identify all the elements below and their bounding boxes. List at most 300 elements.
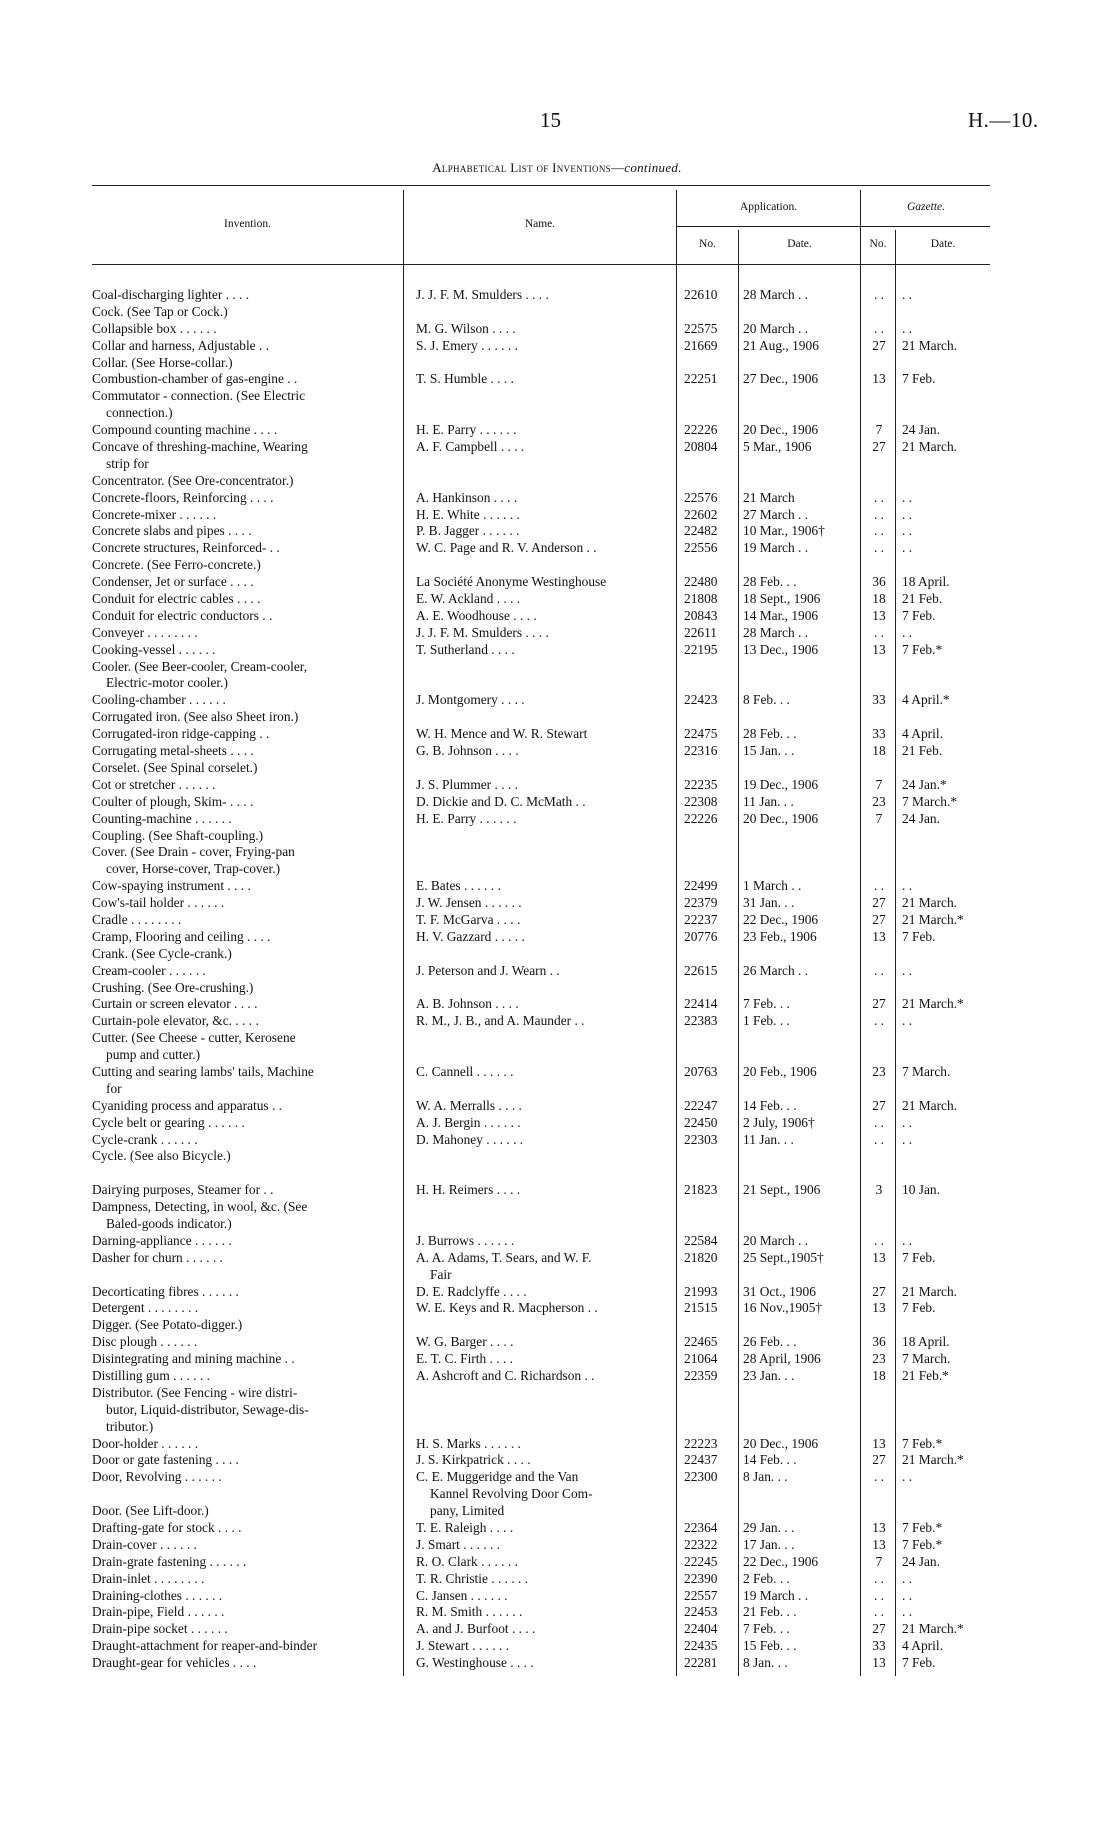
invention-cell: Electric-motor cooler.) xyxy=(106,675,228,691)
gazette-number-cell: 27 xyxy=(872,337,886,353)
application-date-cell: 28 Feb. . . xyxy=(743,574,797,590)
page-number: 15 xyxy=(540,108,561,132)
gazette-date-cell: 18 April. xyxy=(902,574,950,590)
application-number-cell: 22237 xyxy=(684,911,718,927)
gazette-date-cell: 21 March. xyxy=(902,439,958,455)
invention-cell: Concrete slabs and pipes . . . . xyxy=(92,523,252,539)
invention-cell: Concrete structures, Reinforced- . . xyxy=(92,540,280,556)
name-cell: H. E. White . . . . . . xyxy=(416,506,520,522)
table-row xyxy=(0,1419,1114,1436)
name-cell: J. J. F. M. Smulders . . . . xyxy=(416,287,549,302)
gazette-number-cell: 7 xyxy=(875,1553,883,1569)
invention-cell: Drain-cover . . . . . . xyxy=(92,1536,197,1552)
name-cell: A. E. Woodhouse . . . . xyxy=(416,607,537,623)
application-number-cell: 22379 xyxy=(684,895,718,911)
application-number-cell: 21808 xyxy=(684,591,718,607)
gazette-date-cell: . . xyxy=(902,506,913,522)
gazette-number-cell: . . xyxy=(873,320,885,336)
name-cell: D. E. Radclyffe . . . . xyxy=(416,1283,527,1299)
name-cell: W. C. Page and R. V. Anderson . . xyxy=(416,540,597,556)
invention-cell: strip for xyxy=(106,455,149,471)
invention-cell: Disc plough . . . . . . xyxy=(92,1334,198,1350)
invention-cell: Drain-inlet . . . . . . . . xyxy=(92,1570,205,1586)
gazette-date-cell: . . xyxy=(902,523,913,539)
application-date-cell: 28 April, 1906 xyxy=(743,1351,821,1367)
table-row xyxy=(0,1267,1114,1284)
gazette-number-cell: 27 xyxy=(872,439,886,455)
invention-cell: Counting-machine . . . . . . xyxy=(92,810,232,826)
gazette-number-cell: . . xyxy=(873,1604,885,1620)
application-number-cell: 20843 xyxy=(684,607,718,623)
application-date-cell: 28 March . . xyxy=(743,287,809,302)
invention-cell: Cot or stretcher . . . . . . xyxy=(92,776,216,792)
gazette-number-cell: 27 xyxy=(872,1452,886,1468)
table-row xyxy=(0,895,1114,912)
name-cell: A. B. Johnson . . . . xyxy=(416,996,519,1012)
gazette-number-cell: 7 xyxy=(875,776,883,792)
application-date-cell: 15 Jan. . . xyxy=(743,743,795,759)
gazette-number-cell: 36 xyxy=(872,574,886,590)
table-row xyxy=(0,1436,1114,1453)
gazette-number-cell: 33 xyxy=(872,692,886,708)
header-app-no: No. xyxy=(699,238,716,250)
table-row xyxy=(0,405,1114,422)
application-number-cell: 22576 xyxy=(684,489,718,505)
application-number-cell: 22245 xyxy=(684,1553,718,1569)
invention-cell: butor, Liquid-distributor, Sewage-dis- xyxy=(106,1401,309,1417)
invention-cell: Distributor. (See Fencing - wire distri- xyxy=(92,1384,298,1400)
header-invention: Invention. xyxy=(224,218,271,230)
table-row xyxy=(0,1030,1114,1047)
application-number-cell: 22359 xyxy=(684,1368,718,1383)
invention-cell: Door. (See Lift-door.) xyxy=(92,1503,209,1519)
application-number-cell: 22247 xyxy=(684,1097,718,1113)
invention-cell: Drain-grate fastening . . . . . . xyxy=(92,1553,247,1569)
invention-cell: Combustion-chamber of gas-engine . . xyxy=(92,371,298,387)
gazette-number-cell: . . xyxy=(873,1114,885,1130)
table-row xyxy=(0,1554,1114,1571)
application-number-cell: 22390 xyxy=(684,1570,718,1586)
table-title xyxy=(0,160,1114,176)
name-cell: E. Bates . . . . . . xyxy=(416,878,501,894)
table-row xyxy=(0,1233,1114,1250)
application-number-cell: 22235 xyxy=(684,776,718,792)
gazette-date-cell: 24 Jan. xyxy=(902,422,940,438)
gazette-number-cell: . . xyxy=(873,506,885,522)
name-cell: J. Montgomery . . . . xyxy=(416,692,525,708)
table-row xyxy=(0,726,1114,743)
application-date-cell: 19 March . . xyxy=(743,540,809,556)
table-row xyxy=(0,1182,1114,1199)
table-row xyxy=(0,692,1114,709)
application-number-cell: 21515 xyxy=(684,1300,718,1316)
gazette-date-cell: . . xyxy=(902,878,913,894)
name-cell: T. R. Christie . . . . . . xyxy=(416,1570,529,1586)
table-row xyxy=(0,557,1114,574)
name-cell: A. and J. Burfoot . . . . xyxy=(416,1621,536,1637)
table-row xyxy=(0,1216,1114,1233)
application-date-cell: 20 Dec., 1906 xyxy=(743,810,819,826)
table-row xyxy=(0,1115,1114,1132)
name-cell: A. F. Campbell . . . . xyxy=(416,439,525,455)
name-cell: Fair xyxy=(430,1266,452,1282)
table-row xyxy=(0,287,1114,304)
name-cell: E. W. Ackland . . . . xyxy=(416,591,521,607)
gazette-date-cell: 21 Feb. xyxy=(902,591,943,607)
header-mid-rule xyxy=(676,226,990,227)
table-row xyxy=(0,338,1114,355)
application-number-cell: 22615 xyxy=(684,962,718,978)
invention-cell: Concrete-floors, Reinforcing . . . . xyxy=(92,489,274,505)
invention-cell: Cycle-crank . . . . . . xyxy=(92,1131,198,1147)
invention-cell: Coupling. (See Shaft-coupling.) xyxy=(92,827,264,843)
name-cell: H. S. Marks . . . . . . xyxy=(416,1435,521,1451)
table-row xyxy=(0,912,1114,929)
application-number-cell: 22414 xyxy=(684,996,718,1012)
name-cell: C. Jansen . . . . . . xyxy=(416,1587,508,1603)
table-row xyxy=(0,1098,1114,1115)
invention-cell: Detergent . . . . . . . . xyxy=(92,1300,199,1316)
application-date-cell: 27 Dec., 1906 xyxy=(743,371,819,387)
name-cell: W. G. Barger . . . . xyxy=(416,1334,514,1350)
invention-cell: Draining-clothes . . . . . . xyxy=(92,1587,223,1603)
name-cell: T. S. Humble . . . . xyxy=(416,371,514,387)
name-cell: J. Smart . . . . . . xyxy=(416,1536,501,1552)
application-date-cell: 18 Sept., 1906 xyxy=(743,591,821,607)
invention-cell: Drain-pipe socket . . . . . . xyxy=(92,1621,228,1637)
gazette-number-cell: 7 xyxy=(875,810,883,826)
application-number-cell: 21669 xyxy=(684,337,718,353)
table-row xyxy=(0,1250,1114,1267)
table-row xyxy=(0,1469,1114,1486)
gazette-number-cell: 3 xyxy=(875,1182,883,1198)
gazette-number-cell: . . xyxy=(873,523,885,539)
name-cell: E. T. C. Firth . . . . xyxy=(416,1351,513,1367)
table-row xyxy=(0,540,1114,557)
gazette-date-cell: . . xyxy=(902,962,913,978)
invention-cell: Cutting and searing lambs' tails, Machine xyxy=(92,1063,314,1079)
application-number-cell: 21993 xyxy=(684,1283,718,1299)
name-cell: P. B. Jagger . . . . . . xyxy=(416,523,520,539)
application-number-cell: 20804 xyxy=(684,439,718,455)
invention-cell: Baled-goods indicator.) xyxy=(106,1215,232,1231)
name-cell: T. Sutherland . . . . xyxy=(416,641,515,657)
invention-cell: Corselet. (See Spinal corselet.) xyxy=(92,759,258,775)
gazette-number-cell: 27 xyxy=(872,996,886,1012)
invention-cell: Cooking-vessel . . . . . . xyxy=(92,641,216,657)
table-row xyxy=(0,1317,1114,1334)
gazette-date-cell: 7 Feb.* xyxy=(902,1536,943,1552)
invention-cell: Collapsible box . . . . . . xyxy=(92,320,217,336)
gazette-number-cell: . . xyxy=(873,1131,885,1147)
table-row xyxy=(0,1655,1114,1672)
name-cell: J. Peterson and J. Wearn . . xyxy=(416,962,560,978)
application-date-cell: 20 Feb., 1906 xyxy=(743,1063,817,1079)
name-cell: A. A. Adams, T. Sears, and W. F. xyxy=(416,1249,592,1265)
table-row xyxy=(0,946,1114,963)
application-number-cell: 22195 xyxy=(684,641,718,657)
name-cell: H. E. Parry . . . . . . xyxy=(416,810,517,826)
gazette-date-cell: . . xyxy=(902,624,913,640)
application-number-cell: 22556 xyxy=(684,540,718,556)
gazette-date-cell: . . xyxy=(902,1604,913,1620)
invention-cell: Cock. (See Tap or Cock.) xyxy=(92,303,228,319)
invention-cell: Cradle . . . . . . . . xyxy=(92,911,182,927)
gazette-date-cell: 7 March. xyxy=(902,1063,951,1079)
invention-cell: Coal-discharging lighter . . . . xyxy=(92,287,250,302)
name-cell: W. H. Mence and W. R. Stewart xyxy=(416,726,588,742)
application-date-cell: 26 March . . xyxy=(743,962,809,978)
header-gazette: Gazette. xyxy=(906,201,945,213)
gazette-date-cell: . . xyxy=(902,287,913,302)
application-number-cell: 20776 xyxy=(684,928,718,944)
table-row xyxy=(0,1520,1114,1537)
gazette-number-cell: 13 xyxy=(872,1520,886,1536)
application-number-cell: 22281 xyxy=(684,1655,718,1671)
gazette-number-cell: 13 xyxy=(872,371,886,387)
table-row xyxy=(0,439,1114,456)
gazette-number-cell: . . xyxy=(873,624,885,640)
application-number-cell: 22404 xyxy=(684,1621,718,1637)
table-row xyxy=(0,1402,1114,1419)
application-number-cell: 22584 xyxy=(684,1232,718,1248)
name-cell: La Société Anonyme Westinghouse xyxy=(416,574,607,590)
application-number-cell: 21064 xyxy=(684,1351,718,1367)
name-cell: H. V. Gazzard . . . . . xyxy=(416,928,525,944)
table-title-main: Alphabetical List of Inventions— xyxy=(432,160,625,175)
table-row xyxy=(0,1351,1114,1368)
header-gaz-no: No. xyxy=(869,238,887,250)
invention-cell: cover, Horse-cover, Trap-cover.) xyxy=(106,861,281,877)
name-cell: T. E. Raleigh . . . . xyxy=(416,1520,514,1536)
invention-cell: Crushing. (See Ore-crushing.) xyxy=(92,979,254,995)
application-number-cell: 22437 xyxy=(684,1452,718,1468)
invention-cell: Draught-gear for vehicles . . . . xyxy=(92,1655,257,1671)
header-app-date: Date. xyxy=(787,238,812,250)
table-row xyxy=(0,1165,1114,1182)
gazette-date-cell: 24 Jan. xyxy=(902,1553,940,1569)
gazette-date-cell: . . xyxy=(902,489,913,505)
name-cell: S. J. Emery . . . . . . xyxy=(416,337,518,353)
invention-cell: Drain-pipe, Field . . . . . . xyxy=(92,1604,225,1620)
invention-cell: Concrete-mixer . . . . . . xyxy=(92,506,217,522)
gazette-date-cell: . . xyxy=(902,1131,913,1147)
invention-cell: Collar. (See Horse-collar.) xyxy=(92,354,233,370)
table-row xyxy=(0,1013,1114,1030)
invention-cell: Corrugated iron. (See also Sheet iron.) xyxy=(92,709,299,725)
gazette-date-cell: 7 March.* xyxy=(902,793,958,809)
name-cell: G. B. Johnson . . . . xyxy=(416,743,519,759)
application-date-cell: 14 Mar., 1906 xyxy=(743,607,819,623)
gazette-number-cell: 27 xyxy=(872,895,886,911)
application-date-cell: 2 July, 1906† xyxy=(743,1114,815,1130)
gazette-date-cell: 10 Jan. xyxy=(902,1182,940,1198)
table-row xyxy=(0,608,1114,625)
table-row xyxy=(0,1486,1114,1503)
gazette-date-cell: . . xyxy=(902,540,913,556)
gazette-number-cell: 18 xyxy=(872,1368,886,1383)
table-row xyxy=(0,1047,1114,1064)
table-row xyxy=(0,304,1114,321)
table-row xyxy=(0,963,1114,980)
invention-cell: Cutter. (See Cheese - cutter, Kerosene xyxy=(92,1030,296,1046)
name-cell: D. Dickie and D. C. McMath . . xyxy=(416,793,586,809)
gazette-date-cell: 21 Feb. xyxy=(902,743,943,759)
table-row xyxy=(0,659,1114,676)
table-row xyxy=(0,490,1114,507)
table-row xyxy=(0,794,1114,811)
gazette-number-cell: . . xyxy=(873,962,885,978)
application-date-cell: 25 Sept.,1905† xyxy=(743,1249,824,1265)
application-number-cell: 22450 xyxy=(684,1114,718,1130)
application-number-cell: 22303 xyxy=(684,1131,718,1147)
table-row xyxy=(0,929,1114,946)
name-cell: R. O. Clark . . . . . . xyxy=(416,1553,518,1569)
gazette-number-cell: . . xyxy=(873,1587,885,1603)
application-number-cell: 22602 xyxy=(684,506,718,522)
table-row xyxy=(0,1199,1114,1216)
application-date-cell: 21 Aug., 1906 xyxy=(743,337,819,353)
gazette-number-cell: 18 xyxy=(872,591,886,607)
application-number-cell: 22226 xyxy=(684,422,718,438)
application-date-cell: 1 March . . xyxy=(743,878,802,894)
invention-cell: Crank. (See Cycle-crank.) xyxy=(92,945,232,961)
application-date-cell: 20 Dec., 1906 xyxy=(743,1435,819,1451)
gazette-date-cell: . . xyxy=(902,1587,913,1603)
name-cell: W. A. Merralls . . . . xyxy=(416,1097,522,1113)
name-cell: A. J. Bergin . . . . . . xyxy=(416,1114,521,1130)
application-date-cell: 23 Jan. . . xyxy=(743,1368,795,1383)
table-row xyxy=(0,1638,1114,1655)
gazette-date-cell: 21 March. xyxy=(902,1097,958,1113)
application-date-cell: 28 March . . xyxy=(743,624,809,640)
invention-cell: Cow-spaying instrument . . . . xyxy=(92,878,251,894)
name-cell: A. Hankinson . . . . xyxy=(416,489,518,505)
application-date-cell: 7 Feb. . . xyxy=(743,996,790,1012)
table-row xyxy=(0,371,1114,388)
name-cell: C. E. Muggeridge and the Van xyxy=(416,1469,579,1485)
invention-cell: Compound counting machine . . . . xyxy=(92,422,278,438)
name-cell: G. Westinghouse . . . . xyxy=(416,1655,534,1671)
application-number-cell: 22557 xyxy=(684,1587,718,1603)
invention-cell: Dasher for churn . . . . . . xyxy=(92,1249,223,1265)
name-cell: J. W. Jensen . . . . . . xyxy=(416,895,522,911)
name-cell: Kannel Revolving Door Com- xyxy=(430,1486,593,1502)
invention-cell: Distilling gum . . . . . . xyxy=(92,1368,210,1383)
table-row xyxy=(0,709,1114,726)
table-row xyxy=(0,321,1114,338)
invention-cell: Concentrator. (See Ore-concentrator.) xyxy=(92,472,294,488)
gazette-number-cell: . . xyxy=(873,878,885,894)
application-number-cell: 22251 xyxy=(684,371,718,387)
name-cell: D. Mahoney . . . . . . xyxy=(416,1131,524,1147)
application-number-cell: 22435 xyxy=(684,1638,718,1654)
table-row xyxy=(0,996,1114,1013)
gazette-date-cell: . . xyxy=(902,1469,913,1485)
gazette-number-cell: 36 xyxy=(872,1334,886,1350)
application-date-cell: 8 Feb. . . xyxy=(743,692,790,708)
table-row xyxy=(0,1284,1114,1301)
gazette-date-cell: 21 March.* xyxy=(902,1621,964,1637)
name-cell: C. Cannell . . . . . . xyxy=(416,1063,514,1079)
gazette-number-cell: 27 xyxy=(872,911,886,927)
application-date-cell: 19 March . . xyxy=(743,1587,809,1603)
table-row xyxy=(0,811,1114,828)
table-row xyxy=(0,591,1114,608)
application-number-cell: 22383 xyxy=(684,1013,718,1029)
application-date-cell: 8 Jan. . . xyxy=(743,1469,788,1485)
gazette-number-cell: 23 xyxy=(872,1351,886,1367)
application-date-cell: 17 Jan. . . xyxy=(743,1536,795,1552)
header-name: Name. xyxy=(524,218,556,230)
application-date-cell: 22 Dec., 1906 xyxy=(743,911,819,927)
gazette-date-cell: 7 March. xyxy=(902,1351,951,1367)
header-gaz-date: Date. xyxy=(930,238,956,250)
table-row xyxy=(0,675,1114,692)
table-row xyxy=(0,1385,1114,1402)
application-date-cell: 11 Jan. . . xyxy=(743,793,794,809)
application-date-cell: 1 Feb. . . xyxy=(743,1013,790,1029)
table-row xyxy=(0,574,1114,591)
gazette-number-cell: . . xyxy=(873,1469,885,1485)
application-date-cell: 14 Feb. . . xyxy=(743,1097,797,1113)
invention-cell: Conduit for electric conductors . . xyxy=(92,607,273,623)
name-cell: J. J. F. M. Smulders . . . . xyxy=(416,624,549,640)
invention-cell: Cow's-tail holder . . . . . . xyxy=(92,895,225,911)
gazette-date-cell: 7 Feb. xyxy=(902,1300,936,1316)
application-number-cell: 22475 xyxy=(684,726,718,742)
application-date-cell: 26 Feb. . . xyxy=(743,1334,797,1350)
gazette-date-cell: 21 March. xyxy=(902,337,958,353)
table-title-continued: continued. xyxy=(624,160,682,175)
gazette-date-cell: 21 Feb.* xyxy=(902,1368,949,1383)
gazette-number-cell: 27 xyxy=(872,1097,886,1113)
gazette-number-cell: . . xyxy=(873,1232,885,1248)
table-row xyxy=(0,1368,1114,1385)
application-number-cell: 21823 xyxy=(684,1182,718,1198)
application-number-cell: 22300 xyxy=(684,1469,718,1485)
invention-cell: Cover. (See Drain - cover, Frying-pan xyxy=(92,844,295,860)
gazette-number-cell: 33 xyxy=(872,1638,886,1654)
gazette-number-cell: 13 xyxy=(872,1249,886,1265)
gazette-date-cell: 21 March.* xyxy=(902,1452,964,1468)
name-cell: J. Stewart . . . . . . xyxy=(416,1638,509,1654)
table-row xyxy=(0,473,1114,490)
header-top-rule xyxy=(92,185,990,186)
application-date-cell: 29 Jan. . . xyxy=(743,1520,795,1536)
table-row xyxy=(0,625,1114,642)
name-cell: J. S. Kirkpatrick . . . . xyxy=(416,1452,531,1468)
table-row xyxy=(0,760,1114,777)
header-bottom-rule xyxy=(92,264,990,265)
invention-cell: Door-holder . . . . . . xyxy=(92,1435,199,1451)
table-row xyxy=(0,743,1114,760)
application-number-cell: 22226 xyxy=(684,810,718,826)
gazette-number-cell: 27 xyxy=(872,1621,886,1637)
application-date-cell: 27 March . . xyxy=(743,506,809,522)
application-number-cell: 22308 xyxy=(684,793,718,809)
table-row xyxy=(0,1537,1114,1554)
gazette-date-cell: 7 Feb. xyxy=(902,607,936,623)
gazette-date-cell: 7 Feb. xyxy=(902,1655,936,1671)
table-row xyxy=(0,1148,1114,1165)
gazette-date-cell: 7 Feb. xyxy=(902,928,936,944)
gazette-number-cell: 33 xyxy=(872,726,886,742)
application-date-cell: 20 March . . xyxy=(743,1232,809,1248)
invention-cell: Digger. (See Potato-digger.) xyxy=(92,1317,243,1333)
gazette-number-cell: 13 xyxy=(872,641,886,657)
invention-cell: Decorticating fibres . . . . . . xyxy=(92,1283,239,1299)
